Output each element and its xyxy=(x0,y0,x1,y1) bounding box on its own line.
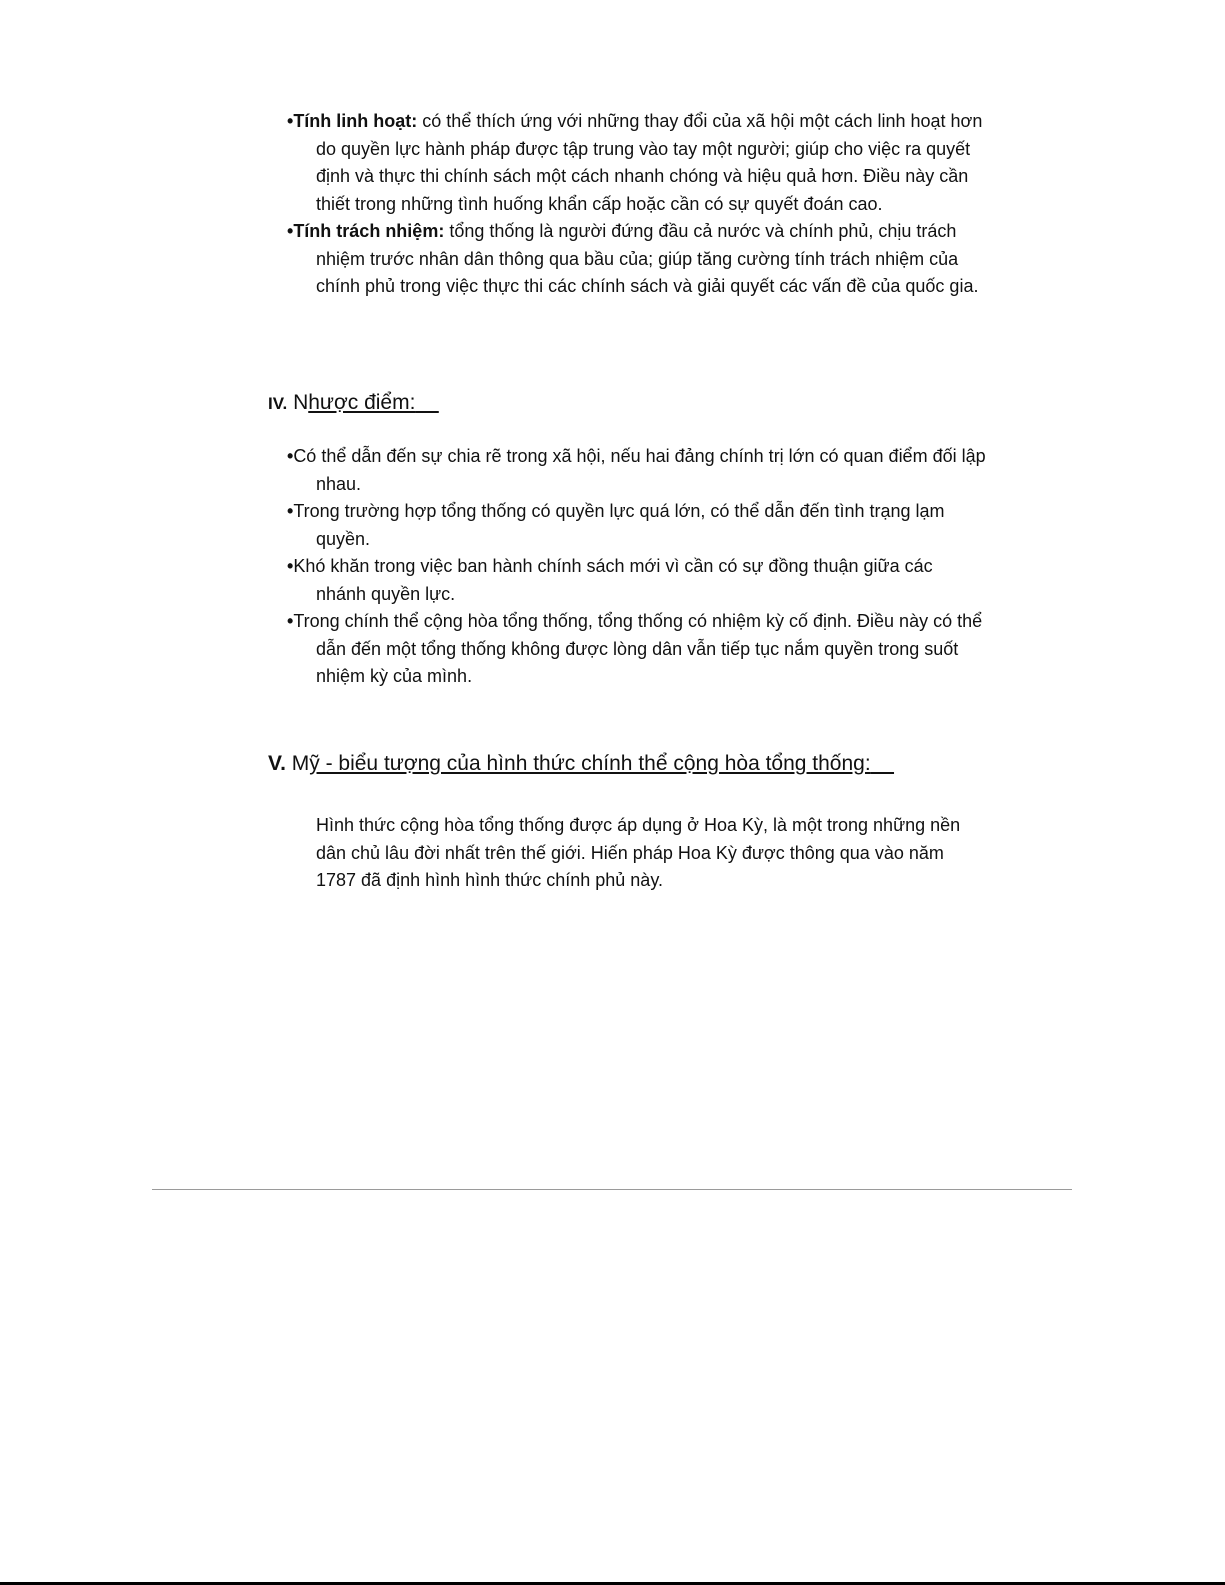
list-item xyxy=(287,108,987,218)
bullet-icon: • xyxy=(287,446,294,466)
bullet-icon: • xyxy=(287,611,294,631)
item-text: có thể thích ứng với những thay đổi của xã hội một cách linh hoạt hơn do quyền lực hành pháp được tập trung vào tay một người; giúp cho việc ra quyết định và thực thi chính sách một cách nhanh chóng và hiệu quả hơn. Điều này cần thiết trong những tình huống khẩn cấp hoặc cần có sự quyết đoán cao. xyxy=(316,111,983,214)
section-number: IV. xyxy=(268,394,288,413)
advantages-list xyxy=(287,108,987,301)
item-title: Tính linh hoạt: xyxy=(293,111,418,131)
page-divider xyxy=(152,1189,1072,1190)
list-item xyxy=(287,218,987,301)
bullet-icon: • xyxy=(287,221,294,241)
section-number: V. xyxy=(268,752,286,775)
heading-underline-tail xyxy=(871,752,894,775)
list-item xyxy=(287,608,987,691)
item-text: tổng thống là người đứng đầu cả nước và chính phủ, chịu trách nhiệm trước nhân dân thông qua bầu của; giúp tăng cường tính trách nhiệm của chính phủ trong việc thực thi các chính sách và giải quyết các vấn đề của quốc gia. xyxy=(316,221,979,296)
bullet-icon: • xyxy=(287,111,294,131)
list-item xyxy=(287,443,987,498)
heading-underline-tail xyxy=(415,391,438,414)
item-title: Tính trách nhiệm: xyxy=(293,221,445,241)
list-item xyxy=(287,498,987,553)
bullet-icon: • xyxy=(287,556,294,576)
heading-lead: N xyxy=(287,391,309,414)
bullet-icon: • xyxy=(287,501,294,521)
heading-title: hược điểm: xyxy=(308,391,416,414)
disadvantages-list xyxy=(287,443,987,691)
list-item xyxy=(287,553,987,608)
item-text: Khó khăn trong việc ban hành chính sách mới vì cần có sự đồng thuận giữa các nhánh quyền lực. xyxy=(293,556,933,604)
section-4-heading xyxy=(268,390,439,417)
heading-lead: M xyxy=(285,752,310,775)
section-5-heading xyxy=(268,751,894,777)
item-text: Trong chính thể cộng hòa tổng thống, tổng thống có nhiệm kỳ cố định. Điều này có thể dẫn đến một tổng thống không được lòng dân vẫn tiếp tục nắm quyền trong suốt nhiệm kỳ của mình. xyxy=(293,611,983,686)
section-5-paragraph: Hình thức cộng hòa tổng thống được áp dụng ở Hoa Kỳ, là một trong những nền dân chủ lâu đời nhất trên thế giới. Hiến pháp Hoa Kỳ được thông qua vào năm 1787 đã định hình hình thức chính phủ này. xyxy=(316,815,961,890)
item-text: Trong trường hợp tổng thống có quyền lực quá lớn, có thể dẫn đến tình trạng lạm quyền. xyxy=(293,501,945,549)
heading-title: ỹ - biểu tượng của hình thức chính thể cộng hòa tổng thống: xyxy=(309,752,871,775)
item-text: Có thể dẫn đến sự chia rẽ trong xã hội, nếu hai đảng chính trị lớn có quan điểm đối lập nhau. xyxy=(293,446,986,494)
